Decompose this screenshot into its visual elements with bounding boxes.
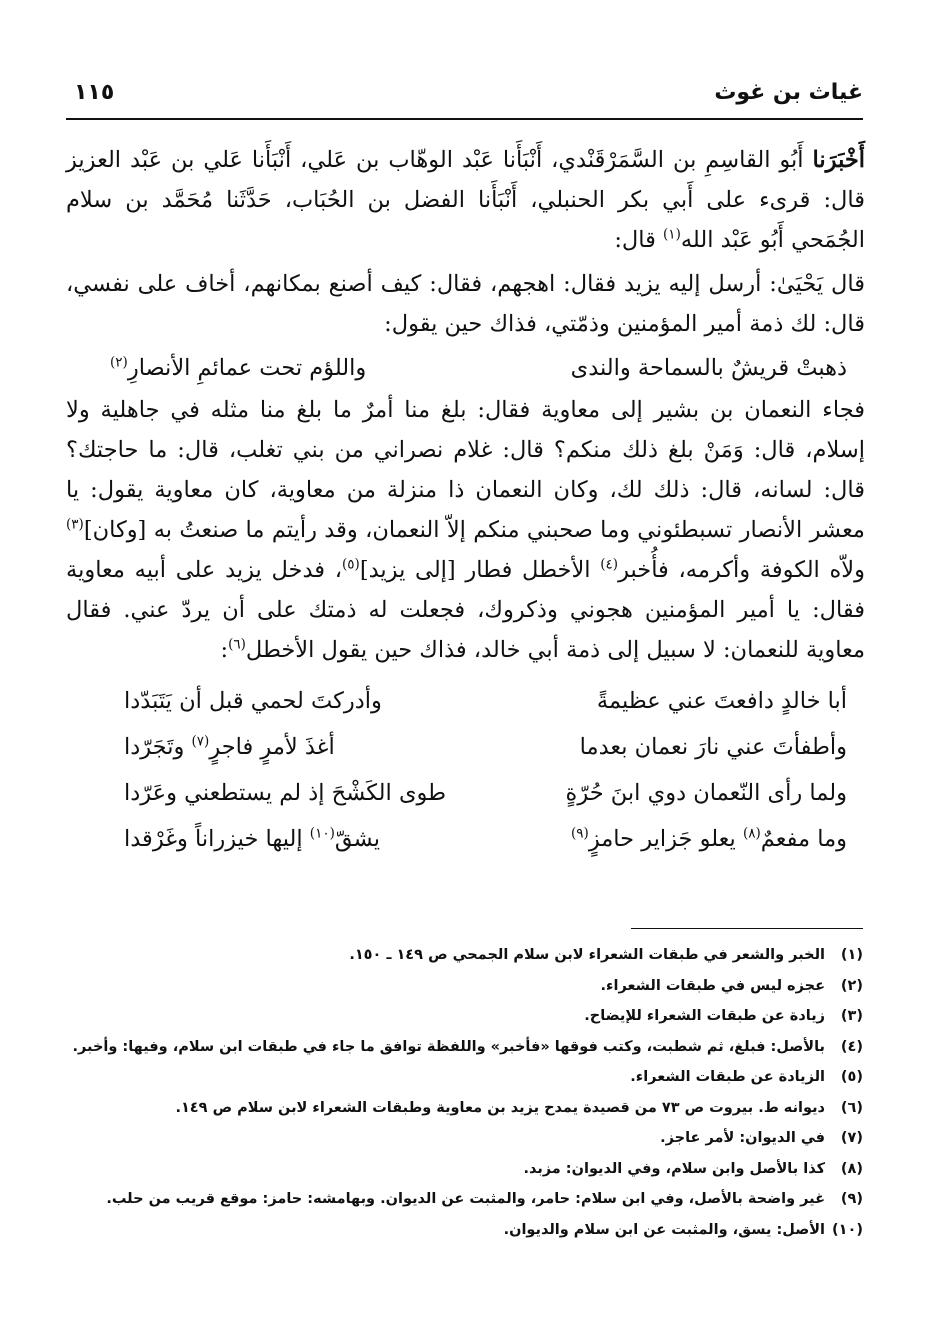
isnad-text: أَبُو القاسِمِ بن السَّمَرْقَنْدي، أَنْبَأَنا عَبْد الوهّاب بن عَلي، أَنْبَأَنا عَلي بن عَبْد العزيز قال: قرىء على أَبي بكر الحنبلي، أَنْبَأَنا الفضل بن الحُبَاب، حَدَّثَنا مُحَمَّد بن سلام الجُمَحي أَبُو عَبْد الله	[66, 147, 865, 253]
isnad-tail: قال:	[614, 227, 664, 253]
footnote-text: زيادة عن طبقات الشعراء للإيضاح.	[584, 1008, 825, 1024]
footnote-text: الخبر والشعر في طبقات الشعراء لابن سلام الجمحي ص ١٤٩ ـ ١٥٠.	[349, 947, 825, 963]
verse-first-hemistich: ذهبتْ قريشٌ بالسماحة والندى	[570, 355, 847, 381]
footnote-number: (٦)	[840, 1099, 863, 1116]
story-part-3: الأخطل فطار [إلى يزيد]	[359, 557, 601, 583]
footnote-ref-6: (٦)	[228, 636, 246, 653]
narration-paragraph: قال يَحْيَىٰ: أرسل إليه يزيد فقال: اهجهم، فقال: كيف أصنع بمكانهم، أخاف على نفسي، قال: لك ذمة أمير المؤمنين وذمّتي، فذاك حين يقول:	[66, 271, 865, 337]
running-title: غياث بن غوث	[714, 80, 863, 105]
couplet-second: طوى الكَشْحَ إذ لم يستطعني وعَرّدا	[124, 780, 447, 806]
main-text	[66, 140, 865, 862]
couplet-first: وأطفأتَ عني نارَ نعمان بعدما	[579, 734, 847, 760]
footnote	[66, 1062, 863, 1093]
footnote-ref-10: (١٠)	[309, 825, 335, 842]
couplet-first-a: وما مفعمٌ	[760, 826, 847, 852]
poem	[124, 678, 847, 862]
footnote	[66, 971, 863, 1002]
footnote-number: (٧)	[840, 1130, 863, 1146]
footnote-text: غير واضحة بالأصل، وفي ابن سلام: حامر، والمثبت عن الديوان. وبهامشه: حامز: موقع قريب من حلب.	[106, 1191, 825, 1207]
footnote-ref-2: (٢)	[110, 354, 128, 371]
footnote-ref-3: (٣)	[66, 516, 84, 533]
verse-second-text: واللؤم تحت عمائمِ الأنصارِ	[127, 355, 367, 381]
couplet-first: ولما رأى النّعمان دوي ابنَ حُرّةٍ	[565, 780, 847, 806]
footnote-number: (٨)	[840, 1160, 863, 1177]
footnotes	[66, 940, 863, 1245]
footnote-text: بالأصل: فبلغ، ثم شطبت، وكتب فوقها «فأخبر» واللفظة توافق ما جاء في طبقات ابن سلام، وفيها: وأخبر.	[72, 1038, 825, 1055]
story-part-5: :	[220, 637, 229, 663]
couplet	[124, 678, 847, 724]
story-part-2: ولاّه الكوفة وأكرمه، فأُخبر	[618, 557, 865, 583]
footnote-ref-5: (٥)	[342, 556, 360, 573]
footnote-text: ديوانه ط. بيروت ص ٧٣ من قصيدة يمدح يزيد بن معاوية وطبقات الشعراء لابن سلام ص ١٤٩.	[175, 1099, 825, 1116]
footnote	[66, 1215, 863, 1246]
couplet-first-b: يعلو جَزاير حامزٍ	[588, 826, 743, 852]
couplet-first: أبا خالدٍ دافعتَ عني عظيمةً	[596, 688, 847, 714]
isnad-paragraph	[66, 140, 865, 260]
couplet-second-b: وتَجَرّدا	[124, 734, 192, 760]
footnote	[66, 1032, 863, 1063]
footnote-number: (٥)	[840, 1069, 863, 1085]
couplet	[124, 724, 847, 770]
footnote-number: (٤)	[840, 1038, 863, 1055]
footnote-ref-1: (١)	[663, 226, 681, 243]
couplet-second	[124, 724, 335, 770]
footnote-number: (٢)	[840, 977, 863, 994]
story-part-4: ، فدخل يزيد على أبيه معاوية فقال: يا أمير المؤمنين هجوني وذكروك، فجعلت له ذمتك على أن يردّ عني. فقال معاوية للنعمان: لا سبيل إلى ذمة أبي خالد، فذاك حين يقول الأخطل	[66, 557, 865, 663]
lead-word: أَخْبَرَنا	[812, 147, 866, 173]
footnote	[66, 1001, 863, 1032]
footnote-text: الأصل: يسق، والمثبت عن ابن سلام والديوان.	[503, 1221, 825, 1238]
footnote	[66, 940, 863, 971]
couplet	[124, 816, 847, 862]
couplet-second: وأدركتَ لحمي قبل أن يَتَبَدّدا	[124, 688, 382, 714]
couplet-first	[571, 816, 847, 862]
couplet-second-a: يشقّ	[334, 826, 380, 852]
verse-second-hemistich	[110, 348, 366, 388]
footnote-text: كذا بالأصل وابن سلام، وفي الديوان: مزبد.	[523, 1160, 825, 1177]
footnote-ref-7: (٧)	[191, 733, 210, 750]
footnote	[66, 1123, 863, 1154]
footnote-text: الزيادة عن طبقات الشعراء.	[630, 1069, 825, 1085]
footnote-text: في الديوان: لأمر عاجز.	[660, 1130, 825, 1146]
footnote-ref-9: (٩)	[571, 825, 589, 842]
couplet-second-a: أغذَ لأمرٍ فاجرٍ	[209, 734, 335, 760]
couplet	[124, 770, 847, 816]
footnote	[66, 1154, 863, 1185]
story-paragraph	[66, 390, 865, 670]
footnote-number: (٣)	[840, 1008, 863, 1024]
couplet-second-b: إليها خيزراناً وغَرْقدا	[124, 826, 310, 852]
footnote	[66, 1184, 863, 1215]
header-rule	[66, 118, 863, 120]
page-header	[66, 80, 863, 110]
footnote-number: (١)	[840, 947, 863, 963]
footnote-number: (١٠)	[832, 1221, 863, 1238]
story-part-1: فجاء النعمان بن بشير إلى معاوية فقال: بلغ منا أمرٌ ما بلغ منا مثله في جاهلية ولا إسلام، قال: وَمَنْ بلغ ذلك منكم؟ قال: غلام نصراني من بني تغلب، قال: ما حاجتك؟ قال: لسانه، قال: ذلك لك، وكان النعمان ذا منزلة من معاوية، كان معاوية يقول: يا معشر الأنصار تسبطئوني وما صحبني منكم إلاّ النعمان، وقد رأيتم ما صنعتُ به [وكان]	[66, 397, 865, 543]
page-number: ١١٥	[74, 80, 115, 105]
footnote	[66, 1093, 863, 1124]
footnote-ref-8: (٨)	[742, 825, 761, 842]
footnote-number: (٩)	[840, 1191, 863, 1207]
couplet-second	[124, 816, 380, 862]
verse-line	[110, 348, 847, 388]
footnote-ref-4: (٤)	[600, 556, 619, 573]
footnote-separator	[631, 928, 863, 929]
footnote-text: عجزه ليس في طبقات الشعراء.	[600, 977, 825, 994]
